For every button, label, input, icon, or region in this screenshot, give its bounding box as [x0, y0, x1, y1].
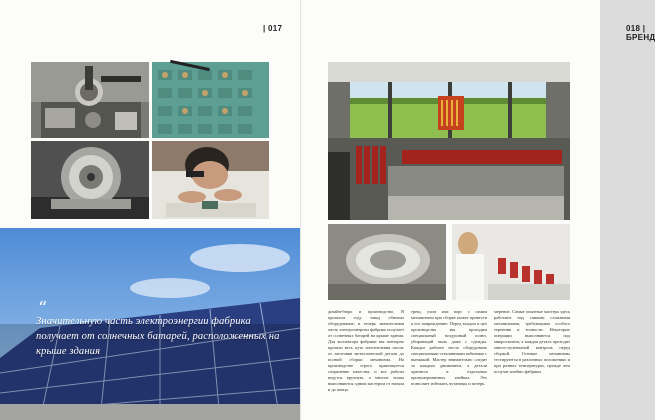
text-column-2: трещ, ухом или ворс с самим механизмом при сборке может привести к его повреждению. Перед входом в цех производства мы проходим специальный воздушный шлюз, убирающий пыль даже с одежды. Каждое рабочее место оборудовано специальными стеклянными кабинами с вытяжкой. Мастер внимательно следит за каждым движением, а детали хранятся в отдельных пронумерованных ячейках. Это позволяет избежать путаницы и потерь. [411, 309, 487, 386]
page-number-left: | 017 [263, 24, 283, 33]
photo-parts-tray [152, 62, 269, 138]
photo-watch-tool [31, 62, 149, 138]
pull-quote: Значительную часть электроэнергии фабрика получает от солнечных батарей, расположенных на крыше здания [36, 316, 280, 357]
right-page [301, 0, 655, 420]
photo-lab-worker [452, 224, 570, 300]
page-header-right: 018 | БРЕНД [626, 24, 655, 42]
quote-mark: “ [38, 298, 48, 319]
text-column-1: дизайн-бюро и производство. В прошлом году завод обновил оборудование, и теперь значительная часть электроэнергии фабрика получает от солнечных батарей на крыше здания. Для коллектора фабрики мы повторно прошли весь путь изготовления часов: от заготовки металлической детали до полной сборки механизма. На производстве строго практикуется сохранение качества, и все работы ведутся вручную, а многие этапы выполняются одним мастером от начала и до конца. [328, 309, 404, 392]
photo-factory-machine [328, 62, 570, 220]
photo-movement [31, 141, 149, 219]
text-column-3: мерение. Самые опытные мастера здесь работают над самыми сложными механизмами, требующими особого терпения и точности. Некоторые операции выполняются под микроскопом, а каждая деталь проходит многоступенчатый контроль перед сборкой. Готовые механизмы тестируются в различных положениях и при разных температурах, прежде чем получат клеймо фабрики. [494, 309, 570, 374]
left-page [0, 0, 301, 420]
photo-balance-closeup [328, 224, 446, 300]
photo-watchmaker [152, 141, 269, 219]
